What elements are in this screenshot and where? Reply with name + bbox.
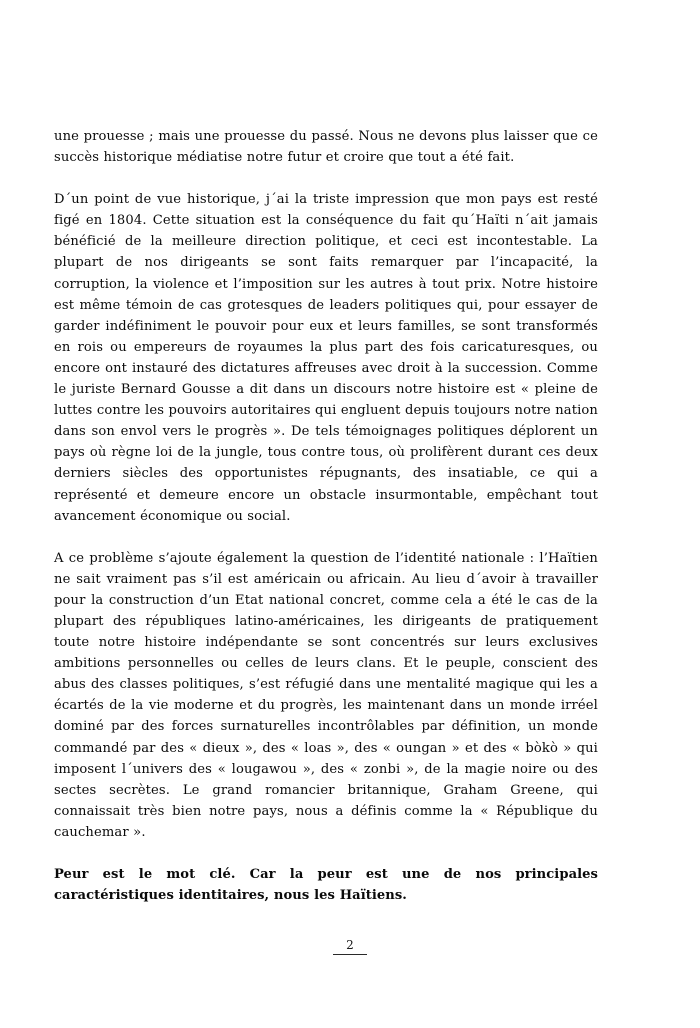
paragraph-emphasis: Peur est le mot clé. Car la peur est une de nos principales caractéristiques identitaires, nous les Haïtiens. [54,867,598,904]
page-footer [0,934,700,955]
paragraph: une prouesse ; mais une prouesse du passé. Nous ne devons plus laisser que ce succès historique médiatise notre futur et croire que tout a été fait. [54,129,598,166]
paragraph: D´un point de vue historique, j´ai la triste impression que mon pays est resté figé en 1804. Cette situation est la conséquence du fait qu´Haïti n´ait jamais bénéficié de la meilleure direction politique, et ceci est incontestable. La plupart de nos dirigeants se sont faits remarquer par l’incapacité, la corruption, la violence et l’imposition sur les autres à tout prix. Notre histoire est même témoin de cas grotesques de leaders politiques qui, pour essayer de garder indéfiniment le pouvoir pour eux et leurs familles, se sont transformés en rois ou empereurs de royaumes la plus part des fois caricaturesques, ou encore ont instauré des dictatures affreuses avec droit à la succession. Comme le juriste Bernard Gousse a dit dans un discours notre histoire est « pleine de luttes contre les pouvoirs autoritaires qui engluent depuis toujours notre nation dans son envol vers le progrès ». De tels témoignages politiques déplorent un pays où règne loi de la jungle, tous contre tous, où prolifèrent durant ces deux derniers siècles des opportunistes répugnants, des insatiable, ce qui a représenté et demeure encore un obstacle insurmontable, empêchant tout avancement économique ou social. [54,192,598,524]
page-text-block [54,126,598,906]
paragraph: A ce problème s’ajoute également la question de l’identité nationale : l’Haïtien ne sait vraiment pas s’il est américain ou africain. Au lieu d´avoir à travailler pour la construction d’un Etat national concret, comme cela a été le cas de la plupart des républiques latino-américaines, les dirigeants de pratiquement toute notre histoire indépendante se sont concentrés sur leurs exclusives ambitions personnelles ou celles de leurs clans. Et le peuple, conscient des abus des classes politiques, s’est réfugié dans une mentalité magique qui les a écartés de la vie moderne et du progrès, les maintenant dans un monde irréel dominé par des forces surnaturelles incontrôlables par définition, un monde commandé par des « dieux », des « loas », des « oungan » et des « bòkò » qui imposent l´univers des « lougawou », des « zonbi », de la magie noire ou des sectes secrètes. Le grand romancier britannique, Graham Greene, qui connaissait très bien notre pays, nous a définis comme la « République du cauchemar ». [54,550,598,840]
page-number: 2 [333,938,367,955]
